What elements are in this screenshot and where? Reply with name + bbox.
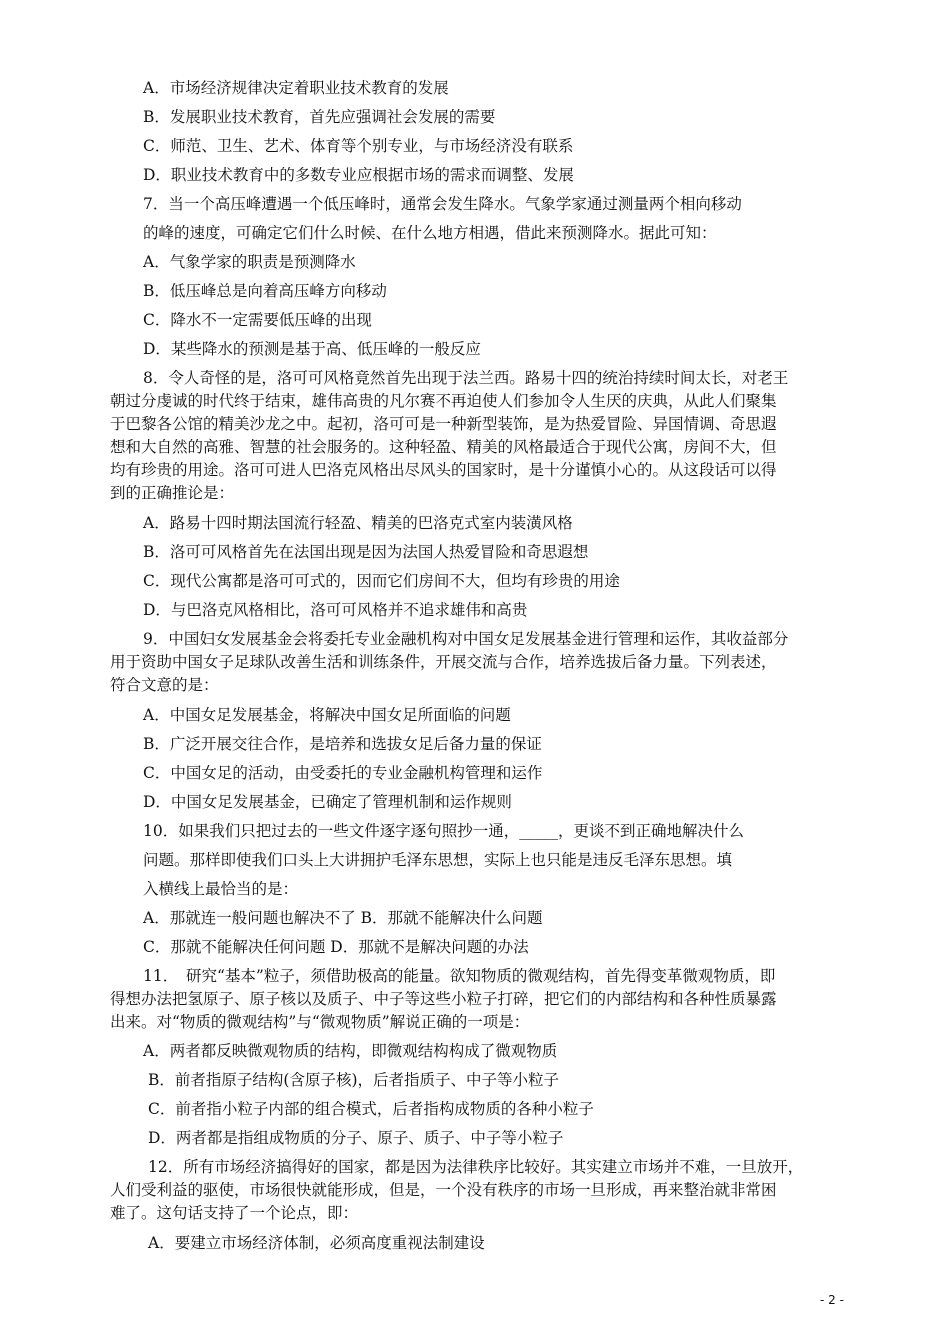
text-line: 12．所有市场经济搞得好的国家，都是因为法律秩序比较好。其实建立市场并不难，一旦放开， xyxy=(148,1158,804,1176)
text-line: B．低压峰总是向着高压峰方向移动 xyxy=(143,282,387,300)
text-line: 的峰的速度，可确定它们什么时候、在什么地方相遇，借此来预测降水。据此可知： xyxy=(143,224,717,242)
text-line: D．职业技术教育中的多数专业应根据市场的需求而调整、发展 xyxy=(143,166,574,184)
text-line: C．现代公寓都是洛可可式的，因而它们房间不大，但均有珍贵的用途 xyxy=(143,572,620,590)
text-line: 11． 研究“基本”粒子，须借助极高的能量。欲知物质的微观结构，首先得变革微观物质，即 xyxy=(143,967,776,985)
text-line: 入横线上最恰当的是： xyxy=(143,880,299,898)
text-line: A．气象学家的职责是预测降水 xyxy=(143,253,356,271)
text-line: 到的正确推论是： xyxy=(110,484,235,502)
text-line: C．中国女足的活动，由受委托的专业金融机构管理和运作 xyxy=(143,764,543,782)
text-line: A．要建立市场经济体制，必须高度重视法制建设 xyxy=(148,1234,485,1252)
text-line: 出来。对“物质的微观结构”与“微观物质”解说正确的一项是： xyxy=(110,1013,530,1031)
text-line: 7．当一个高压峰遭遇一个低压峰时，通常会发生降水。气象学家通过测量两个相向移动 xyxy=(143,195,742,213)
text-line: 问题。那样即使我们口头上大讲拥护毛泽东思想，实际上也只能是违反毛泽东思想。填 xyxy=(143,851,733,869)
text-line: C．降水不一定需要低压峰的出现 xyxy=(143,311,372,329)
text-line: 8．令人奇怪的是，洛可可风格竟然首先出现于法兰西。路易十四的统治持续时间太长，对老王 xyxy=(143,369,789,387)
text-line: 符合文意的是： xyxy=(110,676,219,694)
text-line: 得想办法把氢原子、原子核以及质子、中子等这些小粒子打碎，把它们的内部结构和各种性质暴露 xyxy=(110,990,777,1008)
text-line: 难了。这句话支持了一个论点，即： xyxy=(110,1204,359,1222)
text-line: B．发展职业技术教育，首先应强调社会发展的需要 xyxy=(143,108,496,126)
text-line: D．两者都是指组成物质的分子、原子、质子、中子等小粒子 xyxy=(148,1129,564,1147)
text-line: A．那就连一般问题也解决不了 B．那就不能解决什么问题 xyxy=(143,909,543,927)
text-line: 人们受利益的驱使，市场很快就能形成，但是，一个没有秩序的市场一旦形成，再来整治就非常困 xyxy=(110,1181,777,1199)
text-line: D．与巴洛克风格相比，洛可可风格并不追求雄伟和高贵 xyxy=(143,601,528,619)
text-line: A．两者都反映微观物质的结构，即微观结构构成了微观物质 xyxy=(143,1042,558,1060)
text-line: D．中国女足发展基金，已确定了管理机制和运作规则 xyxy=(143,793,512,811)
text-line: 想和大自然的高雅、智慧的社会服务的。这种轻盈、精美的风格最适合于现代公寓，房间不大，但 xyxy=(110,438,777,456)
text-line: 均有珍贵的用途。洛可可进人巴洛克风格出尽风头的国家时，是十分谨慎小心的。从这段话可以得 xyxy=(110,461,777,479)
text-line: D．某些降水的预测是基于高、低压峰的一般反应 xyxy=(143,340,481,358)
text-line: 朝过分虔诚的时代终于结束，雄伟高贵的凡尔赛不再迫使人们参加令人生厌的庆典，从此人们聚集 xyxy=(110,392,777,410)
text-line: A．市场经济规律决定着职业技术教育的发展 xyxy=(143,79,449,97)
text-line: C．那就不能解决任何问题 D．那就不是解决问题的办法 xyxy=(143,938,529,956)
text-line: A．中国女足发展基金，将解决中国女足所面临的问题 xyxy=(143,706,511,724)
text-line: 于巴黎各公馆的精美沙龙之中。起初，洛可可是一种新型装饰，是为热爱冒险、异国情调、奇思遐 xyxy=(110,415,777,433)
text-line: A．路易十四时期法国流行轻盈、精美的巴洛克式室内装潢风格 xyxy=(143,514,573,532)
text-line: 9．中国妇女发展基金会将委托专业金融机构对中国女足发展基金进行管理和运作，其收益部分 xyxy=(143,630,789,648)
text-line: 用于资助中国女子足球队改善生活和训练条件，开展交流与合作，培养选拔后备力量。下列表述， xyxy=(110,653,777,671)
page-number: - 2 - xyxy=(820,1293,844,1307)
text-line: 10．如果我们只把过去的一些文件逐字逐句照抄一通，_____，更谈不到正确地解决什么 xyxy=(143,822,744,840)
text-line: B．洛可可风格首先在法国出现是因为法国人热爱冒险和奇思遐想 xyxy=(143,543,589,561)
text-line: B．前者指原子结构(含原子核)，后者指质子、中子等小粒子 xyxy=(148,1071,559,1089)
text-line: C．前者指小粒子内部的组合模式，后者指构成物质的各种小粒子 xyxy=(148,1100,594,1118)
text-line: C．师范、卫生、艺术、体育等个别专业，与市场经济没有联系 xyxy=(143,137,574,155)
text-line: B．广泛开展交往合作，是培养和选拔女足后备力量的保证 xyxy=(143,735,542,753)
